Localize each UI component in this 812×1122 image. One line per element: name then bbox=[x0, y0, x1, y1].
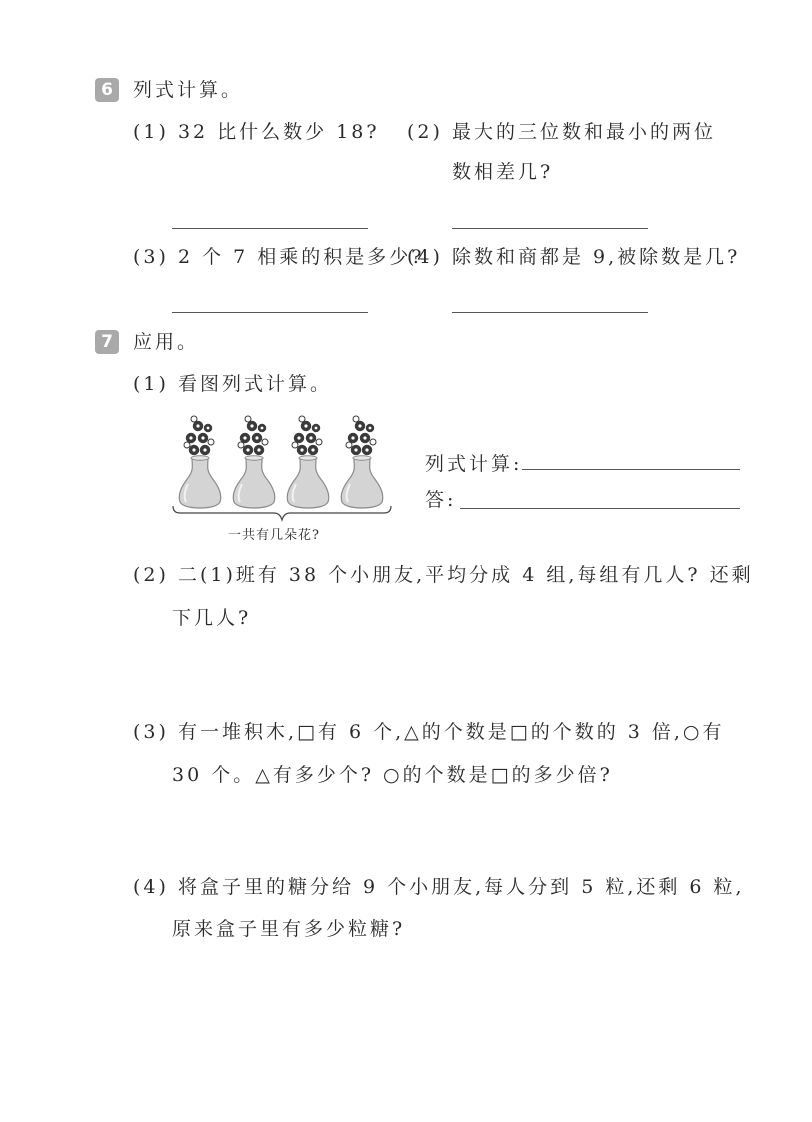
s7-q1: (1) 看图列式计算。 bbox=[133, 373, 332, 395]
s6-q1: (1) 32 比什么数少 18? bbox=[133, 121, 380, 143]
s6-q1-answer-line[interactable] bbox=[172, 228, 368, 229]
s7-q4-line1: (4) 将盒子里的糖分给 9 个小朋友,每人分到 5 粒,还剩 6 粒, bbox=[133, 876, 745, 898]
answer-label: 答: bbox=[425, 489, 457, 511]
s7-q2-line2: 下几人? bbox=[172, 607, 252, 629]
s6-q2-line2: 数相差几? bbox=[452, 161, 554, 183]
calc-answer-line[interactable] bbox=[522, 469, 740, 470]
s7-q3-line2: 30 个。△有多少个? ○的个数是□的多少倍? bbox=[172, 764, 613, 786]
section-7-title: 应用。 bbox=[133, 331, 200, 353]
s7-q4-line2: 原来盒子里有多少粒糖? bbox=[172, 918, 406, 940]
s6-q4-answer-line[interactable] bbox=[452, 312, 648, 313]
s6-q2-answer-line[interactable] bbox=[452, 228, 648, 229]
answer-line[interactable] bbox=[460, 508, 740, 509]
calc-label: 列式计算: bbox=[425, 453, 523, 475]
s7-q3-line1: (3) 有一堆积木,□有 6 个,△的个数是□的个数的 3 倍,○有 bbox=[133, 721, 725, 743]
s7-q2-line1: (2) 二(1)班有 38 个小朋友,平均分成 4 组,每组有几人? 还剩 bbox=[133, 564, 754, 586]
section-6-title: 列式计算。 bbox=[133, 79, 244, 101]
section-6-badge: 6 bbox=[95, 78, 119, 102]
section-7-badge: 7 bbox=[95, 330, 119, 354]
figure-caption: 一共有几朵花? bbox=[228, 528, 320, 543]
s6-q2-line1: (2) 最大的三位数和最小的两位 bbox=[407, 121, 716, 143]
s6-q3-answer-line[interactable] bbox=[172, 312, 368, 313]
s6-q4: (4) 除数和商都是 9,被除数是几? bbox=[407, 246, 741, 268]
s6-q3: (3) 2 个 7 相乘的积是多少? bbox=[133, 246, 425, 268]
